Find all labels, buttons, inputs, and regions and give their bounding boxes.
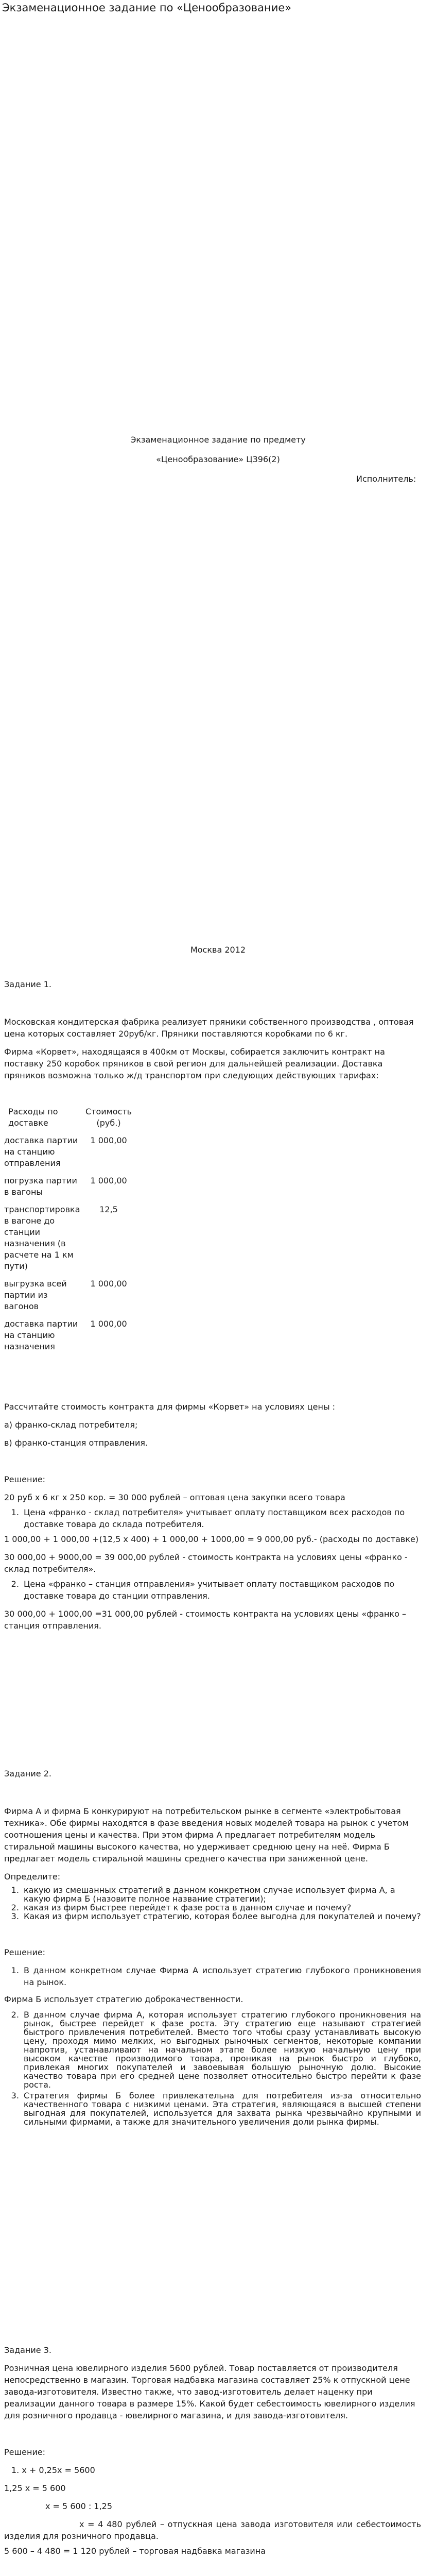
task3-section	[4, 2344, 421, 2576]
row-cost: 12,5	[99, 1205, 118, 1214]
table-row	[4, 1135, 132, 1169]
task1-solution-heading: Решение:	[4, 1475, 46, 1484]
list-item: 3. Стратегия фирмы Б более привлекательна для потребителя из-за относительно качественного товара с низкими ценами. Эта стратегия, являющаяся в высшей степени выгодная для покупателей, используется для захвата рынка чрезвычайно крупными и сильными фирмами, а также для значительного увеличения доли рынка фирмы.	[22, 2091, 421, 2126]
header-cost-unit: (руб.)	[96, 1118, 121, 1128]
cover-executor: Исполнитель:	[356, 474, 416, 484]
table-header-row	[4, 1106, 132, 1129]
list-item: 1. Цена «франко - склад потребителя» учитывает оплату поставщиком всех расходов по доставке товара до склада потребителя.	[22, 1506, 421, 1530]
task2-answer1b: Фирма Б использует стратегию доброкачественности.	[4, 1994, 243, 2004]
row-item: доставка партии на станцию назначения	[4, 1319, 78, 1351]
task2-questions	[4, 1886, 421, 1921]
task1-sol4: 30 000,00 + 1000,00 =31 000,00 рублей - стоимость контракта на условиях цены «франко – станция отправления.	[4, 1609, 406, 1631]
table-row	[4, 1175, 132, 1198]
cover-line-1: Экзаменационное задание по предмету	[130, 435, 306, 445]
task2-answer1-list	[4, 1964, 421, 1988]
task1-contract: Фирма «Корвет», находящаяся в 400км от Москвы, собирается заключить контракт на поставку 250 коробок пряников в свой регион для дальнейшей реализации. Доставка пряников возможна только ж/д транспортом при следующих действующих тарифах:	[4, 1047, 385, 1080]
task1-sol-list1	[4, 1506, 421, 1530]
task1-heading: Задание 1.	[4, 979, 51, 989]
list-item: 1. В данном конкретном случае Фирма А использует стратегию глубокого проникновения на рынок.	[22, 1964, 421, 1988]
page-title: Экзаменационное задание по «Ценообразование»	[2, 2, 292, 14]
cover-subject-line	[0, 434, 436, 446]
task1-section	[4, 978, 421, 1632]
table-row	[4, 1278, 132, 1312]
task3-solution-heading: Решение:	[4, 2447, 46, 2457]
task2-intro: Фирма А и фирма Б конкурируют на потребительском рынке в сегменте «электробытовая техника». Обе фирмы находятся в фазе введения новых моделей товара на рынок с учетом соотношения цены и качества. При этом фирма А предлагает потребителям модель стиральной машины высокого качества, но удерживает среднюю цену на неё. Фирма Б предлагает модель стиральной машины среднего качества при заниженной цене.	[4, 1806, 409, 1863]
task3-line: 5 600 – 4 480 = 1 120 рублей – торговая надбавка магазина	[4, 2546, 266, 2556]
task1-sol1: 20 руб х 6 кг х 250 кор. = 30 000 рублей – оптовая цена закупки всего товара	[4, 1493, 345, 1502]
row-cost: 1 000,00	[90, 1176, 127, 1185]
table-row	[4, 1318, 132, 1352]
task3-line: 1. х + 0,25х = 5600	[11, 2465, 95, 2475]
task1-sol3: 30 000,00 + 9000,00 = 39 000,00 рублей - стоимость контракта на условиях цены «франко - склад потребителя».	[4, 1552, 408, 1574]
row-cost: 1 000,00	[90, 1319, 127, 1329]
task2-answers	[4, 2010, 421, 2126]
task3-heading: Задание 3.	[4, 2345, 51, 2355]
header-cost	[85, 1106, 132, 1129]
task2-define: Определите:	[4, 1872, 61, 1882]
row-item: транспортировка в вагоне до станции назначения (в расчете на 1 км пути)	[4, 1205, 80, 1271]
row-cost: 1 000,00	[90, 1279, 127, 1289]
row-cost: 1 000,00	[90, 1136, 127, 1145]
header-cost-label: Стоимость	[85, 1107, 132, 1116]
header-expenses: Расходы по доставке	[8, 1107, 58, 1128]
task2-heading: Задание 2.	[4, 1769, 51, 1778]
task3-line: х = 4 480 рублей – отпускная цена завода изготовителя или себестоимость изделия для розничного продавца.	[4, 2519, 421, 2541]
task3-line: х = 5 600 : 1,25	[45, 2501, 113, 2511]
list-item: 2. какая из фирм быстрее перейдет к фазе роста в данном случае и почему?	[22, 1903, 421, 1912]
task1-question: Рассчитайте стоимость контракта для фирмы «Корвет» на условиях цены :	[4, 1402, 336, 1412]
list-item: 3. Какая из фирм использует стратегию, которая более выгодна для покупателей и почему?	[22, 1912, 421, 1921]
task3-intro: Розничная цена ювелирного изделия 5600 рублей. Товар поставляется от производителя непосредственно в магазин. Торговая надбавка магазина составляет 25% к отпускной цене завода-изготовителя. Известно также, что завод-изготовитель делает наценку при реализации данного товара в размере 15%. Какой будет себестоимость ювелирного изделия для розничного продавца - ювелирного магазина, и для завода-изготовителя.	[4, 2363, 415, 2420]
list-item: 1. какую из смешанных стратегий в данном конкретном случае использует фирма А, а какую фирма Б (назовите полное название стратегии);	[22, 1886, 421, 1903]
task2-section	[4, 1768, 421, 2126]
delivery-tariff-table	[4, 1106, 132, 1352]
table-row	[4, 1204, 132, 1272]
task2-solution-heading: Решение:	[4, 1947, 46, 1957]
cover-course-line	[0, 453, 436, 465]
task1-option-b: в) франко-станция отправления.	[4, 1438, 148, 1448]
row-item: погрузка партии в вагоны	[4, 1176, 77, 1197]
task1-intro: Московская кондитерская фабрика реализует пряники собственного производства , оптовая цена которых составляет 20руб/кг. Пряники поставляются коробками по 6 кг.	[4, 1017, 414, 1039]
row-item: доставка партии на станцию отправления	[4, 1136, 78, 1168]
task1-sol2: 1 000,00 + 1 000,00 +(12,5 х 400) + 1 000,00 + 1000,00 = 9 000,00 руб.- (расходы по доставке)	[4, 1534, 419, 1544]
row-item: выгрузка всей партии из вагонов	[4, 1279, 67, 1311]
task1-option-a: а) франко-склад потребителя;	[4, 1420, 138, 1430]
task1-sol-list2	[4, 1578, 421, 1602]
list-item: 2. В данном случае фирма А, которая использует стратегию глубокого проникновения на рынок, быстрее перейдет к фазе роста. Эту стратегию еще называют стратегией быстрого привлечения потребителей. Вместо того чтобы сразу устанавливать высокую цену, проходя мимо мелких, но выгодных рыночных сегментов, некоторые компании напротив, устанавливают на начальном этапе более низкую начальную цену при высоком качестве производимого товара, проникая на рынок быстро и глубоко, привлекая многих покупателей и завоевывая большую рыночную долю. Высокие качество товара при его средней цене позволяет относительно быстро перейти к фазе роста.	[22, 2010, 421, 2089]
list-item: 2. Цена «франко – станция отправления» учитывает оплату поставщиком расходов по доставке товара до станции отправления.	[22, 1578, 421, 1602]
task3-line: 1,25 х = 5 600	[4, 2483, 66, 2493]
cover-line-2: «Ценообразование» Ц396(2)	[156, 454, 280, 464]
cover-city-year: Москва 2012	[190, 945, 246, 955]
